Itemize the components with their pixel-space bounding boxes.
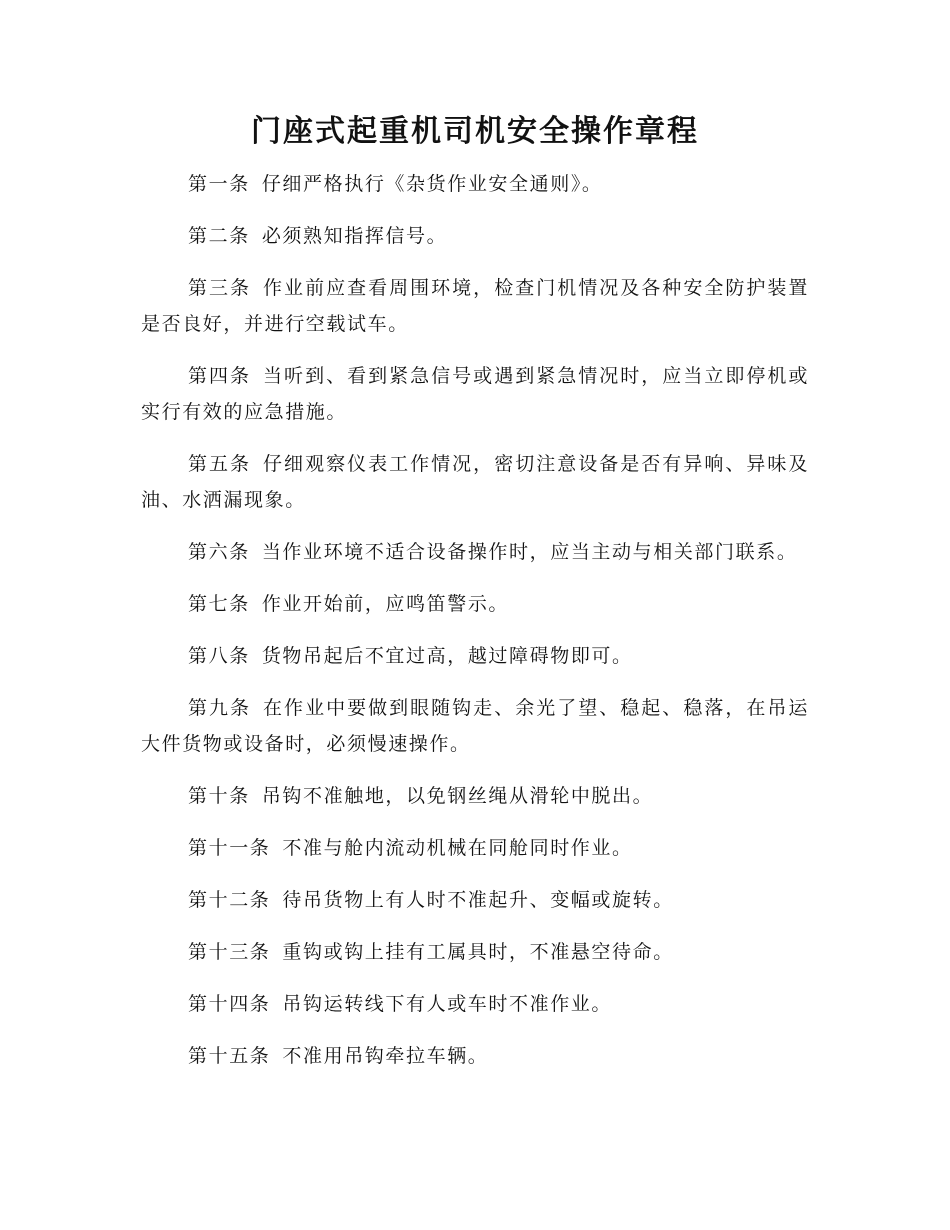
article-text: 仔细严格执行《杂货作业安全通则》。 [261, 173, 603, 195]
article-4 [141, 358, 809, 430]
article-3 [141, 270, 809, 342]
article-text: 重钩或钩上挂有工属具时，不准悬空待命。 [282, 941, 674, 963]
article-number: 第三条 [188, 277, 252, 299]
article-number: 第六条 [188, 541, 250, 563]
article-10 [141, 778, 809, 814]
document-title: 门座式起重机司机安全操作章程 [251, 114, 699, 149]
article-text: 待吊货物上有人时不准起升、变幅或旋转。 [282, 889, 674, 911]
article-text: 不准与舱内流动机械在同舱同时作业。 [282, 837, 633, 859]
article-15 [141, 1038, 809, 1074]
article-12 [141, 882, 809, 918]
article-text: 吊钩不准触地，以免钢丝绳从滑轮中脱出。 [261, 785, 654, 807]
article-number: 第十四条 [188, 993, 271, 1015]
article-11 [141, 830, 809, 866]
article-9 [141, 690, 809, 762]
article-text: 不准用吊钩牵拉车辆。 [282, 1045, 489, 1067]
article-text: 作业前应查看周围环境，检查门机情况及各种安全防护装置是否良好，并进行空载试车。 [141, 277, 809, 335]
article-text: 吊钩运转线下有人或车时不准作业。 [282, 993, 613, 1015]
article-number: 第一条 [188, 173, 250, 195]
article-number: 第十一条 [188, 837, 271, 859]
article-13 [141, 934, 809, 970]
article-text: 仔细观察仪表工作情况，密切注意设备是否有异响、异味及油、水洒漏现象。 [141, 453, 809, 511]
article-number: 第八条 [188, 645, 250, 667]
article-number: 第四条 [188, 365, 252, 387]
article-text: 在作业中要做到眼随钩走、余光了望、稳起、稳落，在吊运大件货物或设备时，必须慢速操作。 [141, 697, 809, 755]
article-number: 第二条 [188, 225, 250, 247]
article-1 [141, 166, 809, 202]
article-text: 当作业环境不适合设备操作时，应当主动与相关部门联系。 [261, 541, 798, 563]
article-number: 第十三条 [188, 941, 271, 963]
article-6 [141, 534, 809, 570]
article-number: 第十五条 [188, 1045, 271, 1067]
article-number: 第十二条 [188, 889, 271, 911]
article-list [141, 166, 809, 1090]
article-7 [141, 586, 809, 622]
article-2 [141, 218, 809, 254]
article-8 [141, 638, 809, 674]
article-number: 第九条 [188, 697, 252, 719]
article-text: 必须熟知指挥信号。 [261, 225, 448, 247]
article-text: 作业开始前，应鸣笛警示。 [261, 593, 510, 615]
article-text: 当听到、看到紧急信号或遇到紧急情况时，应当立即停机或实行有效的应急措施。 [141, 365, 809, 423]
article-14 [141, 986, 809, 1022]
article-text: 货物吊起后不宜过高，越过障碍物即可。 [261, 645, 633, 667]
article-number: 第五条 [188, 453, 252, 475]
article-5 [141, 446, 809, 518]
article-number: 第十条 [188, 785, 250, 807]
article-number: 第七条 [188, 593, 250, 615]
